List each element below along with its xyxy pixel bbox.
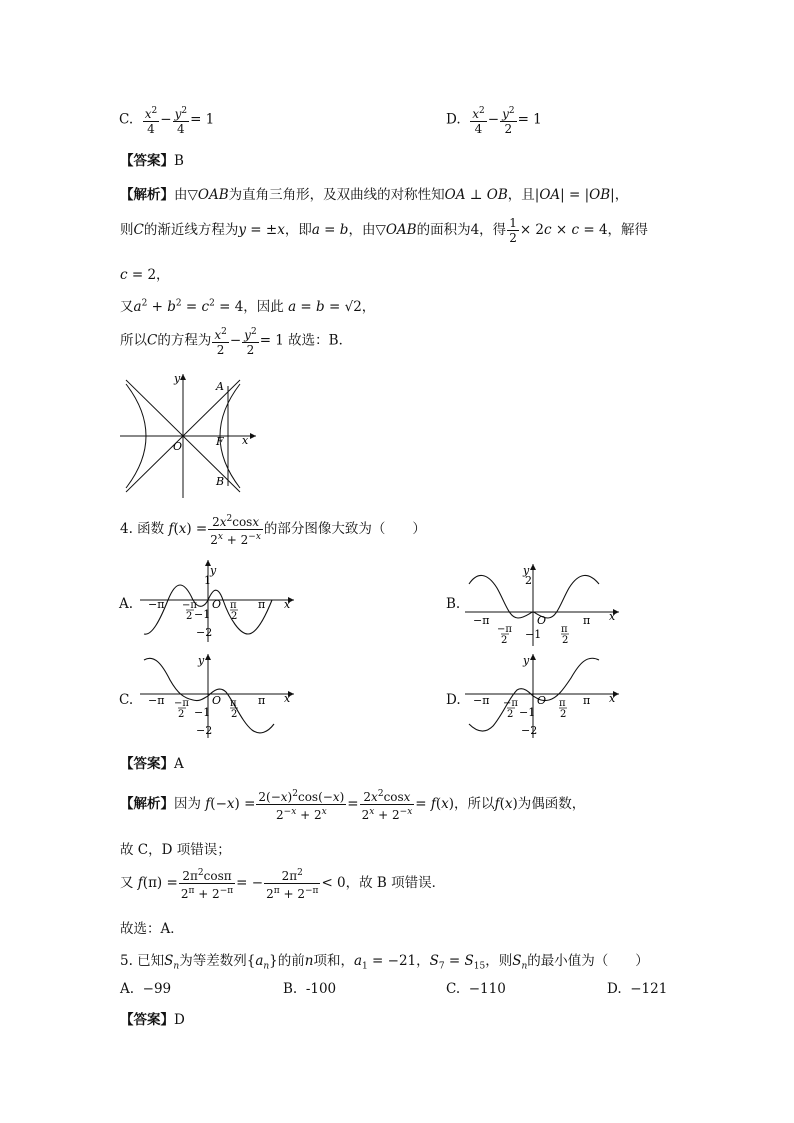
label-x: x — [242, 434, 249, 447]
svg-text:O: O — [212, 598, 222, 611]
q5-stem: 5. 已知$S_n$为等差数列$\{a_n\}$的前n项和，$a_1 = -21$，$S_7 = S_{15}$，则$S_n$的最小值为（ ） — [120, 953, 649, 972]
q3-analysis-line3: c = 2， — [120, 267, 170, 283]
q5-option-c: C. −110 — [446, 981, 506, 997]
q4-option-b-label: B. — [446, 596, 461, 612]
svg-text:−π: −π — [473, 614, 490, 627]
svg-text:π: π — [230, 600, 237, 611]
q3-analysis-line4: 又$a^2 + b^2 = c^2 = 4$，因此 a = b = √2， — [120, 298, 376, 315]
svg-text:x: x — [609, 610, 616, 623]
label-a: A — [216, 380, 224, 393]
svg-text:−π: −π — [148, 598, 165, 611]
svg-text:−π: −π — [182, 600, 197, 611]
svg-text:−1: −1 — [194, 608, 211, 621]
svg-text:2: 2 — [231, 611, 238, 622]
svg-text:O: O — [537, 614, 547, 627]
q4-analysis-line3: 又 f(π) = $\frac{2\pi^2\cos\pi}{2^\pi + 2^{-\pi}}$ = − $\frac{2\pi^2}{2^\pi + 2^{-\pi}}$ < 0，故 B 项错误． — [120, 868, 446, 901]
svg-text:π: π — [230, 698, 237, 709]
q4-analysis-line4: 故选：A． — [120, 921, 184, 937]
svg-text:π: π — [583, 614, 591, 627]
q3-analysis-line5: 所以C的方程为 $\frac{x^2}{2}$ − $\frac{y^2}{2}$ = 1 故选：B． — [120, 327, 353, 357]
svg-text:π: π — [559, 698, 566, 709]
svg-text:O: O — [537, 694, 547, 707]
svg-text:−2: −2 — [521, 724, 538, 737]
q4-option-a-label: A. — [119, 596, 134, 612]
q5-option-b: B. -100 — [283, 981, 337, 997]
svg-text:−π: −π — [148, 694, 165, 707]
label-y: y — [174, 372, 181, 385]
label-b: B — [216, 475, 225, 488]
q4-option-d-label: D. — [446, 692, 461, 708]
svg-text:π: π — [583, 694, 591, 707]
svg-text:π: π — [561, 624, 568, 635]
svg-text:2: 2 — [231, 709, 238, 720]
q3-hyperbola-figure — [118, 370, 258, 500]
q5-option-a: A. −99 — [120, 981, 172, 997]
svg-text:π: π — [258, 598, 266, 611]
svg-text:−2: −2 — [196, 626, 213, 639]
svg-text:2: 2 — [525, 574, 532, 587]
q5-option-d: D. −121 — [607, 981, 668, 997]
q4-analysis-line2: 故 C，D 项错误； — [120, 842, 231, 858]
svg-text:x: x — [609, 692, 616, 705]
svg-text:x: x — [284, 692, 291, 705]
svg-text:2: 2 — [186, 611, 193, 622]
svg-text:−π: −π — [174, 698, 189, 709]
q3-option-c: C. $\frac{x^2}{4}$ − $\frac{y^2}{4}$ = 1 — [119, 106, 215, 136]
svg-text:y: y — [198, 654, 205, 667]
svg-text:y: y — [210, 564, 217, 577]
svg-text:2: 2 — [501, 635, 508, 646]
svg-text:−π: −π — [497, 624, 512, 635]
svg-text:1: 1 — [204, 574, 211, 587]
svg-text:−2: −2 — [196, 724, 213, 737]
q3-answer: 【答案】B — [120, 153, 184, 169]
svg-text:2: 2 — [507, 709, 514, 720]
svg-text:−1: −1 — [525, 628, 542, 641]
q3-analysis-line2: 则C的渐近线方程为y = ±x，即a = b，由▽OAB的面积为4，得 $\frac{1}{2}$ × 2c × c = 4，解得 — [120, 216, 649, 245]
q4-stem: 4. 函数 f(x) = $\frac{2x^2\cos x}{2^x + 2^{-x}}$ 的部分图像大致为（ ） — [120, 514, 426, 547]
q4-graph-d — [463, 650, 623, 742]
q4-graph-a — [138, 556, 298, 644]
label-f: F — [216, 435, 224, 448]
q4-graph-b — [463, 560, 623, 648]
svg-text:−π: −π — [503, 698, 518, 709]
svg-text:y: y — [523, 564, 530, 577]
svg-text:2: 2 — [178, 709, 185, 720]
svg-text:−π: −π — [473, 694, 490, 707]
svg-text:O: O — [212, 694, 222, 707]
svg-text:2: 2 — [560, 709, 567, 720]
svg-text:−1: −1 — [194, 706, 211, 719]
svg-text:2: 2 — [562, 635, 569, 646]
svg-text:π: π — [258, 694, 266, 707]
q3-analysis-line1: 【解析】由▽OAB为直角三角形，及双曲线的对称性知OA ⊥ OB，且|OA| = |OB|， — [120, 187, 629, 203]
q3-option-d: D. $\frac{x^2}{4}$ − $\frac{y^2}{2}$ = 1 — [446, 106, 542, 136]
q4-answer: 【答案】A — [120, 756, 184, 772]
label-o: O — [173, 440, 183, 453]
q4-option-c-label: C. — [119, 692, 134, 708]
q5-answer: 【答案】D — [120, 1012, 185, 1028]
svg-text:x: x — [284, 598, 291, 611]
q4-graph-c — [138, 650, 298, 742]
q4-analysis-line1: 【解析】因为 f(−x) = $\frac{2(-x)^2\cos(-x)}{2^{-x} + 2^x}$ = $\frac{2x^2\cos x}{2^x + 2^{-x}}$ = f(x)，所以f(x)为偶函数， — [120, 789, 586, 822]
svg-text:y: y — [523, 654, 530, 667]
svg-text:−1: −1 — [519, 706, 536, 719]
